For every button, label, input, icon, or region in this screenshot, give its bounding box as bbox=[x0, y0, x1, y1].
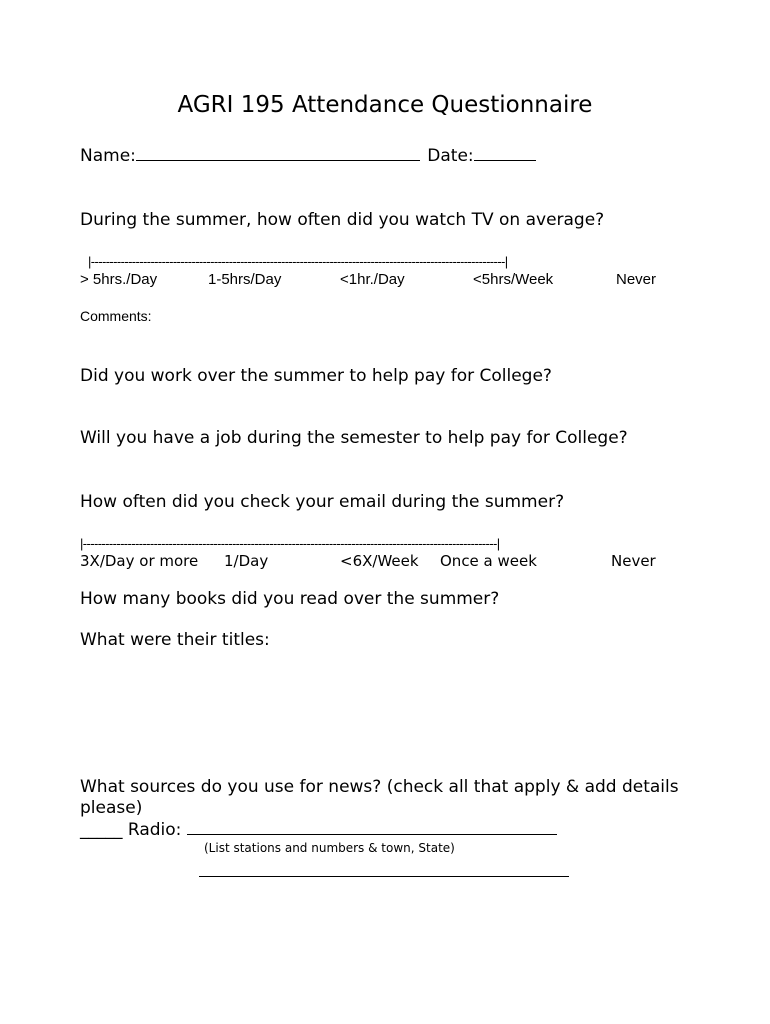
question-tv: During the summer, how often did you watch TV on average? bbox=[80, 210, 605, 230]
email-option-3[interactable]: <6X/Week bbox=[340, 552, 419, 570]
email-option-1[interactable]: 3X/Day or more bbox=[80, 552, 199, 570]
question-news-line1: What sources do you use for news? (check all that apply & add details bbox=[80, 777, 679, 797]
tv-option-4[interactable]: <5hrs/Week bbox=[473, 271, 554, 288]
page-title: AGRI 195 Attendance Questionnaire bbox=[177, 92, 593, 118]
question-books: How many books did you read over the summer? bbox=[80, 589, 500, 609]
tv-scale-line: |---------------------------------------------------------------------------------------------------------------| bbox=[88, 254, 508, 269]
radio-label: Radio: bbox=[127, 820, 182, 840]
question-email: How often did you check your email during the summer? bbox=[80, 492, 565, 512]
email-option-2[interactable]: 1/Day bbox=[224, 552, 269, 570]
tv-option-5[interactable]: Never bbox=[616, 271, 657, 288]
date-label: Date: bbox=[427, 146, 474, 166]
email-option-4[interactable]: Once a week bbox=[440, 552, 537, 570]
name-label: Name: bbox=[80, 146, 136, 166]
radio-check-blank[interactable]: _____ bbox=[80, 820, 123, 840]
radio-row bbox=[80, 820, 557, 840]
radio-note: (List stations and numbers & town, State) bbox=[204, 841, 455, 855]
question-job-semester: Will you have a job during the semester to help pay for College? bbox=[80, 428, 628, 448]
question-titles: What were their titles: bbox=[80, 630, 270, 650]
email-option-5[interactable]: Never bbox=[611, 552, 656, 570]
tv-option-3[interactable]: <1hr./Day bbox=[340, 271, 405, 288]
radio-details-field-2[interactable] bbox=[199, 876, 569, 877]
question-work-summer: Did you work over the summer to help pay for College? bbox=[80, 366, 552, 386]
tv-option-2[interactable]: 1-5hrs/Day bbox=[208, 271, 282, 288]
question-news-line2: please) bbox=[80, 798, 143, 818]
comments-label: Comments: bbox=[80, 308, 152, 324]
radio-details-field[interactable] bbox=[187, 833, 557, 835]
name-field[interactable] bbox=[136, 159, 420, 161]
date-field[interactable] bbox=[474, 159, 536, 161]
tv-option-1[interactable]: > 5hrs./Day bbox=[80, 271, 158, 288]
email-scale-line: |---------------------------------------------------------------------------------------------------------------| bbox=[80, 536, 500, 551]
name-date-row bbox=[80, 146, 536, 166]
